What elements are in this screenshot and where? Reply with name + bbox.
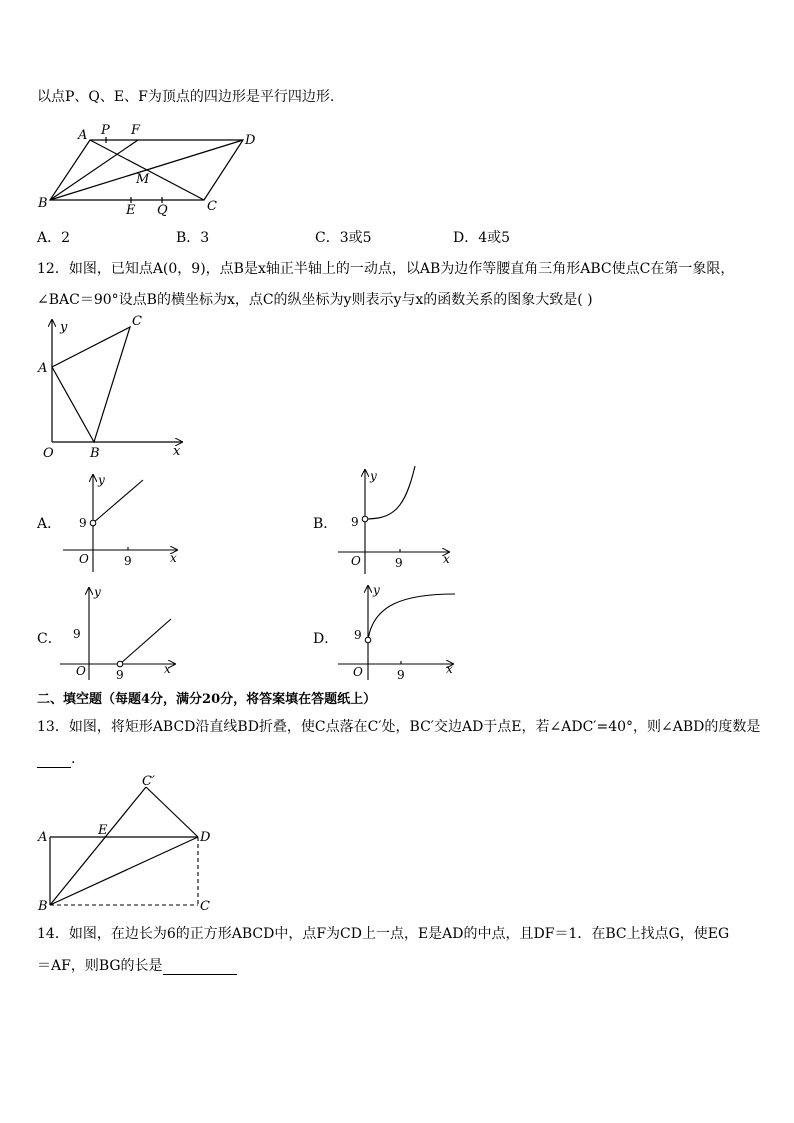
axis-y-label: y: [94, 585, 101, 599]
label-D: D: [200, 830, 211, 845]
q12-option-b-letter: B．: [313, 516, 338, 532]
q12-option-b-graph: [333, 464, 458, 576]
label-B: B: [38, 196, 48, 211]
label-O: O: [43, 446, 54, 461]
origin-label: O: [353, 665, 363, 679]
label-A: A: [78, 128, 88, 143]
tick-9-y: 9: [354, 628, 362, 642]
origin-label: O: [76, 664, 86, 678]
q11-stem-end: 以点P、Q、E、F为顶点的四边形是平行四边形.: [37, 89, 335, 105]
axis-x-label: x: [443, 552, 450, 566]
label-P: P: [101, 123, 110, 138]
q12-option-c-letter: C．: [37, 631, 62, 647]
axis-x-label: x: [164, 662, 171, 676]
q12-line-1: 12．如图，已知点A(0，9)，点B是x轴正半轴上的一动点，以AB为边作等腰直角三角形ABC使点C在第一象限，: [37, 261, 735, 277]
label-C: C: [200, 899, 210, 914]
q12-option-a-letter: A．: [37, 516, 62, 532]
axis-y-label: y: [60, 320, 68, 335]
q11-option-a: A．2: [37, 230, 71, 246]
q12-line-2: ∠BAC＝90°设点B的横坐标为x，点C的纵坐标为y则表示y与x的函数关系的图象大致是( ): [37, 292, 593, 308]
label-D: D: [245, 133, 256, 148]
label-A: A: [38, 361, 48, 376]
q12-option-c-graph: [55, 582, 185, 682]
q14-line-2: ＝AF，则BG的长是: [37, 957, 237, 975]
q12-triangle-figure: [30, 312, 200, 462]
label-Q: Q: [157, 203, 168, 218]
axis-x-label: x: [446, 662, 453, 676]
q11-option-d: D．4或5: [453, 230, 511, 246]
label-F: F: [131, 123, 141, 138]
q12-option-d-graph: [333, 580, 463, 682]
tick-9-x: 9: [397, 668, 405, 682]
origin-label: O: [351, 554, 361, 568]
q11-option-b: B．3: [176, 230, 210, 246]
q13-answer-blank[interactable]: [37, 752, 71, 768]
q14-line-1: 14．如图，在边长为6的正方形ABCD中，点F为CD上一点，E是AD的中点，且DF＝1．在BC上找点G，使EG: [37, 926, 730, 942]
label-A: A: [38, 830, 48, 845]
q13-rectangle-figure: [30, 775, 230, 915]
tick-9-x: 9: [395, 556, 403, 570]
axis-y-label: y: [370, 469, 377, 483]
label-M: M: [136, 172, 150, 187]
label-C: C: [132, 314, 142, 329]
label-C-prime: C′: [142, 774, 155, 789]
tick-9-x: 9: [124, 554, 132, 568]
q11-parallelogram-figure: [30, 118, 270, 218]
label-B: B: [90, 446, 100, 461]
q14-answer-blank[interactable]: [163, 959, 237, 975]
section-2-heading: 二、填空题（每题4分，满分20分，将答案填在答题纸上）: [37, 692, 377, 707]
q11-option-c: C．3或5: [315, 230, 372, 246]
q12-option-d-letter: D．: [313, 631, 339, 647]
label-E: E: [98, 823, 108, 838]
axis-y-label: y: [98, 473, 105, 487]
tick-9-y: 9: [79, 516, 87, 530]
label-E: E: [126, 203, 136, 218]
q12-option-a-graph: [55, 470, 185, 575]
tick-9-x: 9: [116, 668, 124, 682]
q13-line-1: 13．如图，将矩形ABCD沿直线BD折叠，使C点落在C′处，BC′交边AD于点E，若∠ADC′=40°，则∠ABD的度数是: [37, 719, 761, 735]
tick-9-y: 9: [73, 627, 81, 641]
axis-x-label: x: [173, 444, 181, 459]
axis-y-label: y: [373, 583, 380, 597]
label-C: C: [207, 199, 217, 214]
label-B: B: [38, 899, 48, 914]
origin-label: O: [79, 552, 89, 566]
q13-line-2: .: [37, 750, 75, 768]
tick-9-y: 9: [351, 515, 359, 529]
axis-x-label: x: [170, 551, 177, 565]
